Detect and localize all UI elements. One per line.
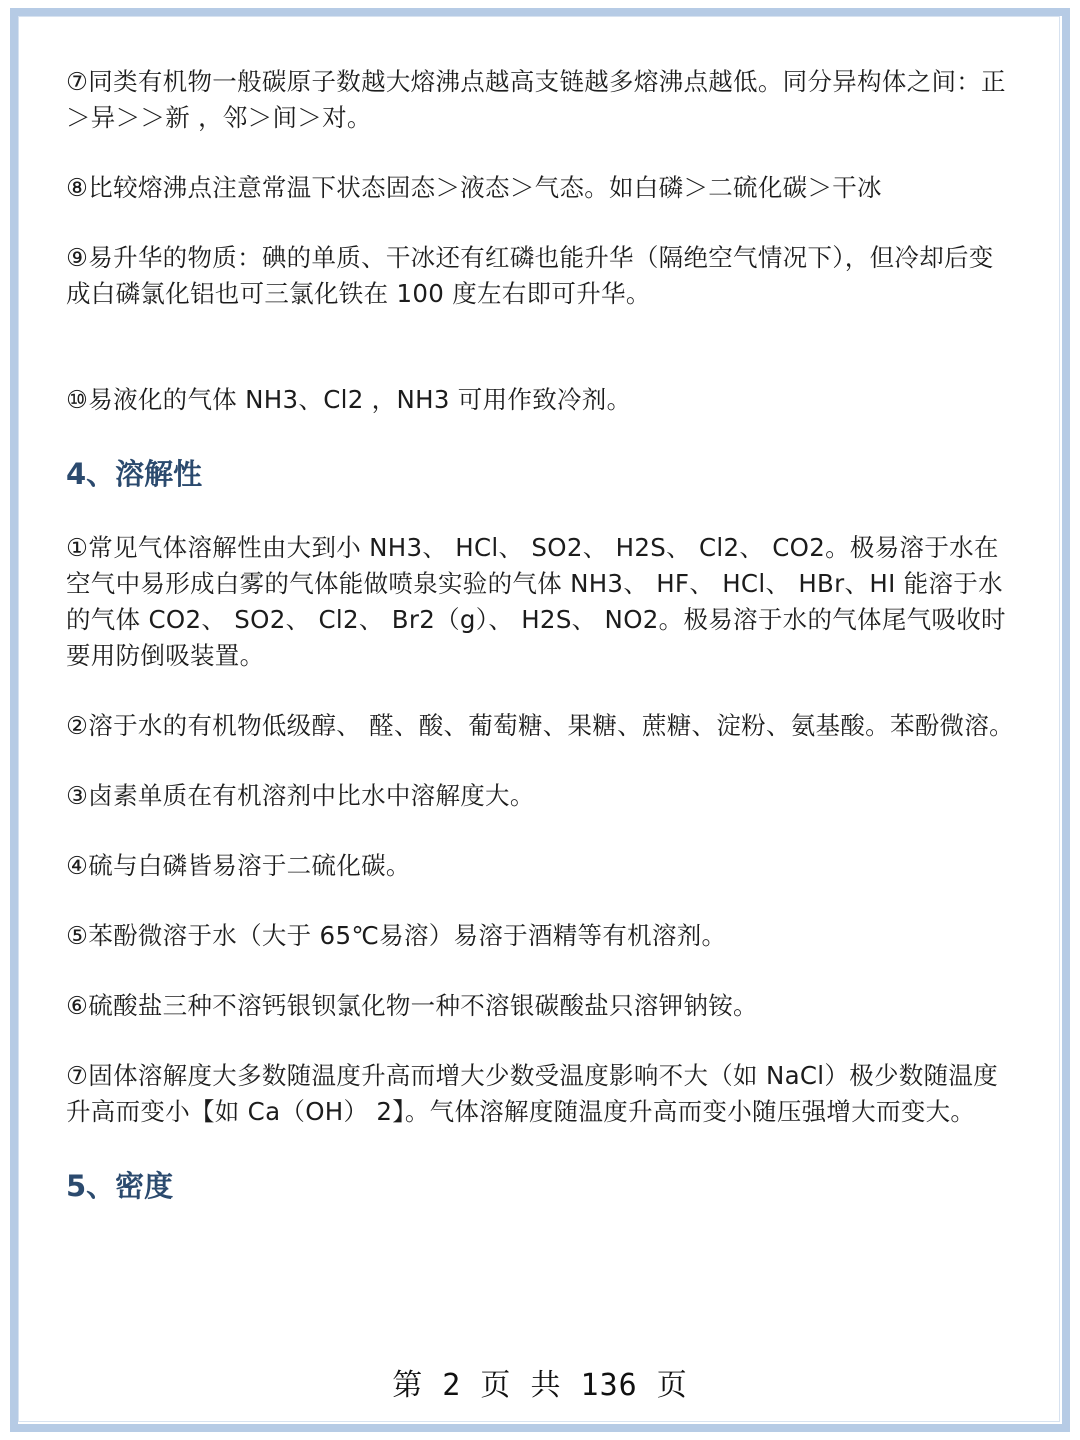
solubility-item-5-phenol: ⑤苯酚微溶于水（大于 65℃易溶）易溶于酒精等有机溶剂。	[66, 921, 727, 950]
section-heading-density: 5、密度	[66, 1169, 174, 1203]
solubility-item-4-sulfur: ④硫与白磷皆易溶于二硫化碳。	[66, 851, 411, 880]
solubility-item-3-halogens: ③卤素单质在有机溶剂中比水中溶解度大。	[66, 781, 535, 810]
document-body	[66, 64, 1018, 1204]
paragraph-9-sublimation: ⑨易升华的物质：碘的单质、干冰还有红磷也能升华（隔绝空气情况下），但冷却后变成白磷氯化铝也可三氯化铁在 100 度左右即可升华。	[66, 243, 994, 308]
solubility-item-2-organics: ②溶于水的有机物低级醇、 醛、酸、葡萄糖、果糖、蔗糖、淀粉、氨基酸。苯酚微溶。	[66, 711, 1014, 740]
page-number-footer: 第 2 页 共 136 页	[392, 1368, 688, 1403]
paragraph-10-liquefaction: ⑩易液化的气体 NH3、Cl2 ，NH3 可用作致冷剂。	[66, 385, 632, 414]
solubility-item-1-gases: ①常见气体溶解性由大到小 NH3、 HCl、 SO2、 H2S、 Cl2、 CO2。极易溶于水在空气中易形成白雾的气体能做喷泉实验的气体 NH3、 HF、 HCl、 HBr、HI 能溶于水的气体 CO2、 SO2、 Cl2、 Br2（g）、 H2S、 NO2。极易溶于水的气体尾气吸收时要用防倒吸装置。	[66, 533, 1006, 670]
section-heading-solubility: 4、溶解性	[66, 457, 203, 491]
paragraph-8-state-comparison: ⑧比较熔沸点注意常温下状态固态＞液态＞气态。如白磷＞二硫化碳＞干冰	[66, 173, 882, 202]
paragraph-7-isomer-boiling-points: ⑦同类有机物一般碳原子数越大熔沸点越高支链越多熔沸点越低。同分异构体之间：正＞异＞＞新 ，邻＞间＞对。	[66, 67, 1006, 132]
solubility-item-6-salts: ⑥硫酸盐三种不溶钙银钡氯化物一种不溶银碳酸盐只溶钾钠铵。	[66, 991, 758, 1020]
solubility-item-7-temperature: ⑦固体溶解度大多数随温度升高而增大少数受温度影响不大（如 NaCl）极少数随温度升高而变小【如 Ca（OH） 2】。气体溶解度随温度升高而变小随压强增大而变大。	[66, 1061, 999, 1126]
